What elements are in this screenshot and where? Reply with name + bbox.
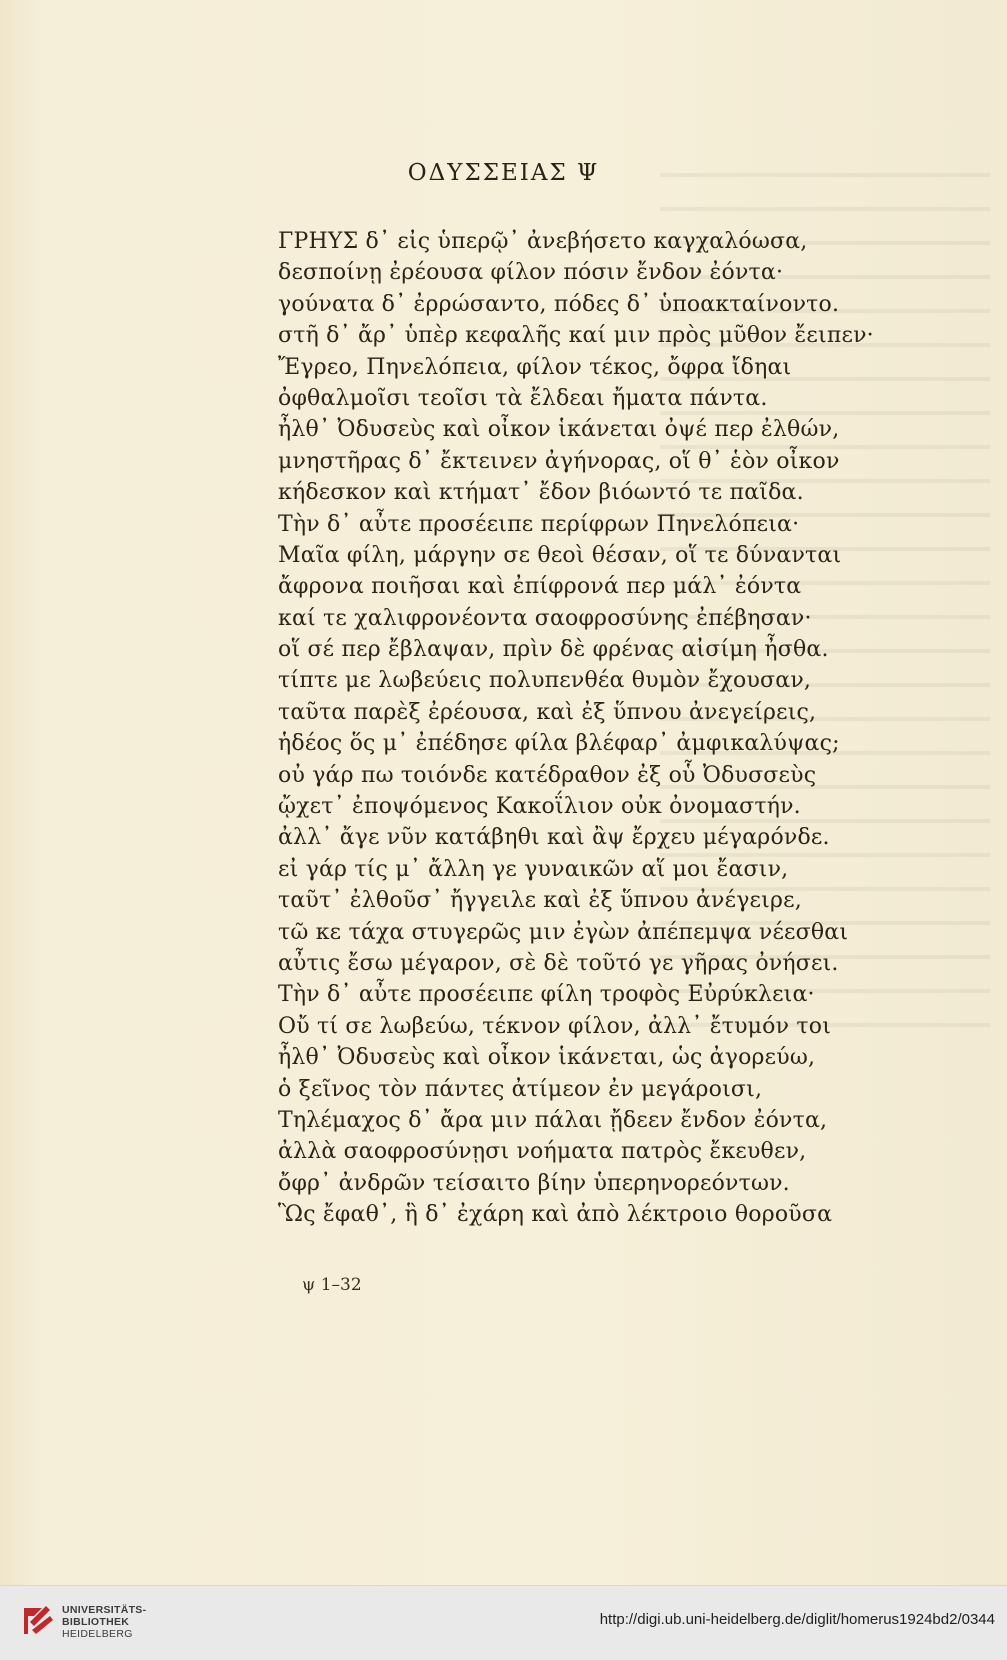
verse-line: ἡδέος ὅς μ᾽ ἐπέδησε φίλα βλέφαρ᾽ ἀμφικαλύψας; — [278, 731, 840, 757]
verse-line: ἀλλὰ σαοφροσύνῃσι νοήματα πατρὸς ἔκευθεν, — [278, 1139, 807, 1165]
verse-line: Τηλέμαχος δ᾽ ἄρα μιν πάλαι ᾔδεεν ἔνδον ἐόντα, — [278, 1107, 828, 1133]
verse-line: κήδεσκον καὶ κτήματ᾽ ἔδον βιόωντό τε παῖδα. — [278, 480, 804, 506]
source-url-link[interactable]: http://digi.ub.uni-heidelberg.de/diglit/homerus1924bd2/0344 — [599, 1611, 995, 1628]
verse-line: ΓΡΗΥΣ δ᾽ εἰς ὑπερῷ᾽ ἀνεβήσετο καγχαλόωσα, — [278, 229, 808, 254]
verse-line: Ἔγρεο, Πηνελόπεια, φίλον τέκος, ὄφρα ἴδηαι — [278, 354, 792, 380]
library-name-line3: HEIDELBERG — [62, 1628, 133, 1640]
verse-line: καί τε χαλιφρονέοντα σαοφροσύνης ἐπέβησαν· — [278, 605, 812, 631]
verse-line: μνηστῆρας δ᾽ ἔκτεινεν ἀγήνορας, οἵ θ᾽ ἑὸν οἶκον — [278, 448, 840, 474]
verse-line: ὄφρ᾽ ἀνδρῶν τείσαιτο βίην ὑπερηνορεόντων. — [278, 1170, 790, 1196]
footer-bar — [0, 1585, 1007, 1660]
running-head: ΟΔΥΣΣΕΙΑΣ Ψ — [407, 160, 600, 186]
verse-line: Ὣς ἔφαθ᾽, ἣ δ᾽ ἐχάρη καὶ ἀπὸ λέκτροιο θοροῦσα — [278, 1202, 833, 1228]
verse-line: τῶ κε τάχα στυγερῶς μιν ἐγὼν ἀπέπεμψα νέεσθαι — [278, 919, 849, 945]
verse-line: εἰ γάρ τίς μ᾽ ἄλλη γε γυναικῶν αἵ μοι ἔασιν, — [278, 856, 789, 882]
verse-list — [278, 226, 918, 1231]
verse-line: αὖτις ἔσω μέγαρον, σὲ δὲ τοῦτό γε γῆρας ὀνήσει. — [278, 950, 839, 976]
verse-line: ταῦτ᾽ ἐλθοῦσ᾽ ἤγγειλε καὶ ἐξ ὕπνου ἀνέγειρε, — [278, 888, 802, 914]
verse-line: ἦλθ᾽ Ὀδυσεὺς καὶ οἶκον ἱκάνεται, ὡς ἀγορεύω, — [278, 1045, 816, 1071]
verse-line: ὀφθαλμοῖσι τεοῖσι τὰ ἔλδεαι ἤματα πάντα. — [278, 385, 768, 411]
signature-mark: ψ 1–32 — [302, 1275, 362, 1295]
verse-line: Τὴν δ᾽ αὖτε προσέειπε φίλη τροφὸς Εὐρύκλεια· — [278, 982, 815, 1008]
verse-line: τίπτε με λωβεύεις πολυπενθέα θυμὸν ἔχουσαν, — [278, 668, 812, 694]
verse-line: ταῦτα παρὲξ ἐρέουσα, καὶ ἐξ ὕπνου ἀνεγείρεις, — [278, 699, 817, 725]
verse-line: ἦλθ᾽ Ὀδυσεὺς καὶ οἶκον ἱκάνεται ὀψέ περ ἐλθών, — [278, 417, 840, 443]
verse-line: Οὔ τί σε λωβεύω, τέκνον φίλον, ἀλλ᾽ ἔτυμόν τοι — [278, 1013, 832, 1039]
library-name-line1: UNIVERSITÄTS- — [62, 1604, 147, 1616]
verse-line: οἵ σέ περ ἔβλαψαν, πρὶν δὲ φρένας αἰσίμη ἦσθα. — [278, 637, 829, 663]
verse-line: Τὴν δ᾽ αὖτε προσέειπε περίφρων Πηνελόπεια· — [278, 511, 800, 537]
verse-line: ἄφρονα ποιῆσαι καὶ ἐπίφρονά περ μάλ᾽ ἐόντα — [278, 574, 802, 600]
verse-line: ὁ ξεῖνος τὸν πάντες ἀτίμεον ἐν μεγάροισι, — [278, 1076, 763, 1102]
verse-line: γούνατα δ᾽ ἐρρώσαντο, πόδες δ᾽ ὑποακταίνοντο. — [278, 291, 840, 317]
library-name — [62, 1604, 146, 1640]
library-name-line2: BIBLIOTHEK — [62, 1616, 130, 1628]
verse-line: ᾤχετ᾽ ἐποψόμενος Κακοΐλιον οὐκ ὀνομαστήν. — [278, 794, 801, 820]
verse-line: Μαῖα φίλη, μάργην σε θεοὶ θέσαν, οἵ τε δύνανται — [278, 542, 842, 568]
verse-line: στῆ δ᾽ ἄρ᾽ ὑπὲρ κεφαλῆς καί μιν πρὸς μῦθον ἔειπεν· — [278, 323, 874, 349]
university-logo-icon — [20, 1602, 60, 1642]
verse-line: οὐ γάρ πω τοιόνδε κατέδραθον ἐξ οὗ Ὀδυσσεὺς — [278, 762, 817, 788]
verse-line: δεσποίνῃ ἐρέουσα φίλον πόσιν ἔνδον ἐόντα· — [278, 260, 784, 286]
verse-line: ἀλλ᾽ ἄγε νῦν κατάβηθι καὶ ἂψ ἔρχευ μέγαρόνδε. — [278, 825, 830, 851]
